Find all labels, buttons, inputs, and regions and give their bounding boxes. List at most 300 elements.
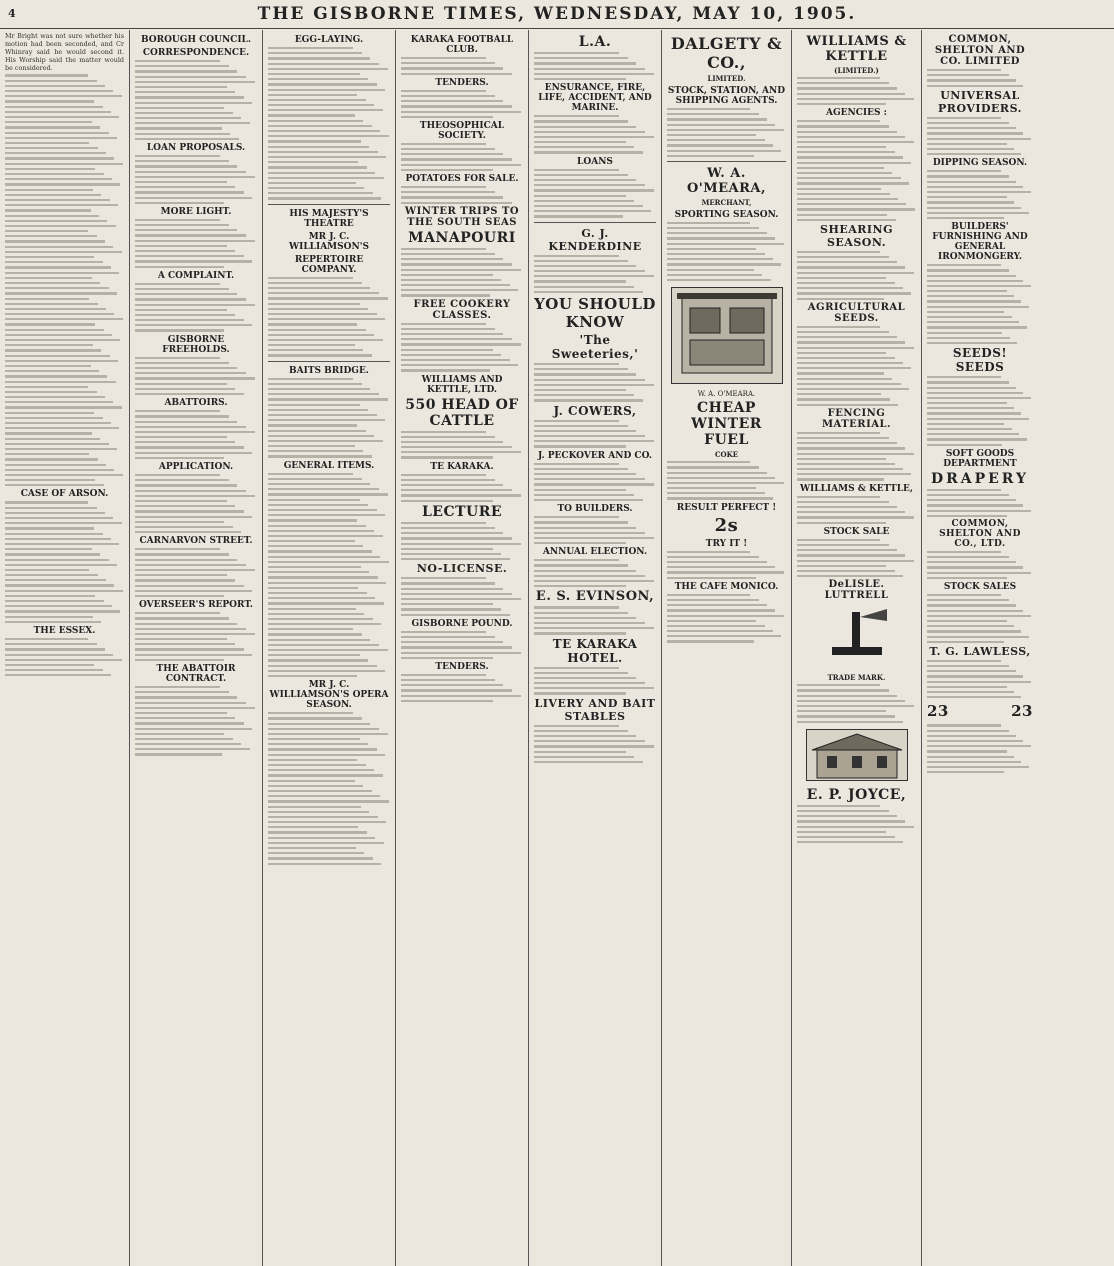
text-line bbox=[268, 670, 385, 672]
text-line bbox=[797, 151, 895, 153]
text-line bbox=[5, 106, 103, 108]
text-line bbox=[534, 725, 619, 727]
body-text-lines bbox=[135, 686, 257, 756]
text-line bbox=[797, 82, 889, 84]
text-line bbox=[667, 497, 773, 499]
text-line bbox=[534, 384, 654, 386]
text-line bbox=[927, 186, 1023, 188]
text-line bbox=[927, 392, 1023, 394]
text-line bbox=[797, 705, 914, 707]
col5-heading: ANNUAL ELECTION. bbox=[542, 547, 648, 558]
text-line bbox=[5, 235, 97, 237]
text-line bbox=[268, 618, 373, 620]
text-line bbox=[268, 130, 380, 132]
column-7 bbox=[792, 30, 922, 1266]
text-line bbox=[927, 153, 1021, 155]
body-text-lines bbox=[268, 378, 390, 458]
text-line bbox=[135, 579, 235, 581]
text-line bbox=[667, 134, 756, 136]
text-line bbox=[401, 652, 521, 654]
text-line bbox=[401, 333, 503, 335]
text-line bbox=[797, 146, 886, 148]
text-line bbox=[927, 494, 1009, 496]
text-line bbox=[401, 328, 495, 330]
text-line bbox=[135, 76, 246, 78]
body-text-lines bbox=[534, 516, 656, 544]
col2-heading: GISBORNE FREEHOLDS. bbox=[162, 334, 230, 355]
text-line bbox=[401, 582, 495, 584]
text-line bbox=[268, 313, 377, 315]
text-line bbox=[268, 47, 353, 49]
col2-heading: CARNARVON STREET. bbox=[139, 536, 253, 547]
text-line bbox=[5, 432, 92, 434]
text-line bbox=[135, 383, 227, 385]
text-line bbox=[401, 90, 486, 92]
text-line bbox=[797, 710, 886, 712]
col5-heading: G. J. KENDERDINE bbox=[548, 226, 642, 253]
body-text-lines bbox=[401, 431, 523, 459]
col8-heading: DIPPING SEASON. bbox=[932, 158, 1028, 169]
text-line bbox=[401, 608, 501, 610]
text-line bbox=[135, 426, 246, 428]
text-line bbox=[135, 309, 227, 311]
text-line bbox=[5, 543, 119, 545]
text-line bbox=[135, 219, 220, 221]
text-line bbox=[797, 511, 905, 513]
text-line bbox=[268, 519, 357, 521]
text-line bbox=[135, 250, 235, 252]
text-line bbox=[797, 810, 889, 812]
text-line bbox=[268, 488, 379, 490]
text-line bbox=[135, 654, 252, 656]
col5-heading: J. COWERS, bbox=[553, 403, 637, 418]
text-line bbox=[797, 447, 905, 449]
text-line bbox=[135, 500, 227, 502]
text-line bbox=[5, 391, 97, 393]
text-line bbox=[401, 196, 503, 198]
text-line bbox=[534, 473, 636, 475]
text-line bbox=[401, 689, 512, 691]
text-line bbox=[135, 696, 237, 698]
col2-heading: CORRESPONDENCE. bbox=[142, 48, 250, 58]
text-line bbox=[797, 352, 886, 354]
text-line bbox=[797, 347, 914, 349]
text-line bbox=[401, 479, 495, 481]
text-line bbox=[5, 590, 123, 592]
text-line bbox=[401, 57, 486, 59]
text-line bbox=[534, 687, 654, 689]
text-line bbox=[534, 275, 654, 277]
text-line bbox=[534, 394, 634, 396]
text-line bbox=[927, 412, 1021, 414]
text-line bbox=[797, 478, 884, 480]
text-line bbox=[135, 240, 255, 242]
text-line bbox=[401, 164, 521, 166]
text-line bbox=[927, 724, 1001, 726]
col6-heading: CHEAP WINTER FUEL bbox=[691, 400, 762, 449]
text-line bbox=[5, 464, 106, 466]
text-line bbox=[5, 643, 97, 645]
text-line bbox=[5, 396, 105, 398]
text-line bbox=[927, 630, 1021, 632]
text-line bbox=[667, 556, 759, 558]
text-line bbox=[797, 398, 890, 400]
text-line bbox=[534, 200, 634, 202]
text-line bbox=[5, 292, 117, 294]
text-line bbox=[5, 600, 104, 602]
text-line bbox=[797, 539, 880, 541]
text-line bbox=[927, 740, 1023, 742]
body-text-lines bbox=[268, 277, 390, 357]
col7-heading: SHEARING SEASON. bbox=[820, 222, 893, 249]
text-line bbox=[135, 127, 222, 129]
column-4 bbox=[396, 30, 529, 1266]
text-line bbox=[135, 138, 239, 140]
text-line bbox=[135, 415, 229, 417]
text-line bbox=[5, 616, 93, 618]
text-line bbox=[927, 381, 1009, 383]
text-line bbox=[5, 512, 105, 514]
text-line bbox=[534, 499, 643, 501]
text-line bbox=[401, 553, 501, 555]
text-line bbox=[268, 99, 366, 101]
text-line bbox=[401, 684, 503, 686]
text-line bbox=[268, 582, 386, 584]
text-line bbox=[927, 604, 1016, 606]
body-text-lines bbox=[534, 52, 656, 80]
text-line bbox=[534, 672, 628, 674]
text-line bbox=[268, 764, 366, 766]
text-line bbox=[268, 187, 364, 189]
col2-heading: MORE LIGHT. bbox=[160, 206, 232, 217]
text-line bbox=[268, 811, 369, 813]
text-line bbox=[268, 349, 363, 351]
text-line bbox=[401, 294, 490, 296]
text-line bbox=[135, 738, 233, 740]
text-line bbox=[797, 458, 886, 460]
text-line bbox=[401, 451, 521, 453]
text-line bbox=[135, 86, 227, 88]
text-line bbox=[135, 505, 235, 507]
text-line bbox=[5, 548, 92, 550]
col6-heading: THE CAFE MONICO. bbox=[674, 581, 779, 592]
text-line bbox=[135, 559, 237, 561]
text-line bbox=[268, 419, 385, 421]
text-line bbox=[797, 721, 903, 723]
text-line bbox=[135, 245, 227, 247]
text-line bbox=[135, 176, 255, 178]
text-line bbox=[927, 665, 1009, 667]
text-line bbox=[135, 521, 224, 523]
text-line bbox=[927, 625, 1014, 627]
text-line bbox=[135, 457, 224, 459]
text-line bbox=[135, 686, 220, 688]
text-line bbox=[5, 574, 98, 576]
body-text-lines bbox=[797, 684, 916, 723]
text-line bbox=[401, 500, 493, 502]
body-text-lines bbox=[797, 805, 916, 844]
text-line bbox=[135, 319, 244, 321]
text-line bbox=[534, 141, 626, 143]
text-line bbox=[797, 261, 897, 263]
text-line bbox=[534, 559, 619, 561]
text-line bbox=[135, 107, 224, 109]
col6-heading: W. A. O'MEARA, bbox=[686, 165, 767, 196]
text-line bbox=[268, 166, 367, 168]
text-line bbox=[797, 336, 897, 338]
page-number: 4 bbox=[8, 7, 16, 20]
text-line bbox=[797, 287, 903, 289]
col8-heading: DRAPERY bbox=[930, 470, 1030, 487]
text-line bbox=[135, 623, 237, 625]
body-text-lines bbox=[5, 638, 124, 677]
body-text-lines bbox=[534, 115, 656, 154]
text-line bbox=[401, 484, 503, 486]
text-line bbox=[135, 728, 252, 730]
text-line bbox=[268, 383, 362, 385]
col8-heading: UNIVERSAL PROVIDERS. bbox=[938, 88, 1022, 115]
text-line bbox=[927, 132, 1023, 134]
text-line bbox=[797, 831, 886, 833]
text-line bbox=[797, 193, 890, 195]
text-line bbox=[927, 196, 1007, 198]
text-line bbox=[5, 121, 92, 123]
trade-mark-device bbox=[817, 607, 897, 667]
text-line bbox=[401, 349, 493, 351]
text-line bbox=[797, 357, 895, 359]
text-line bbox=[927, 321, 1019, 323]
text-line bbox=[534, 120, 628, 122]
text-line bbox=[135, 266, 224, 268]
text-line bbox=[135, 377, 255, 379]
text-line bbox=[927, 551, 1001, 553]
text-line bbox=[797, 463, 895, 465]
text-line bbox=[797, 341, 905, 343]
col7-heading: AGENCIES : bbox=[826, 108, 887, 119]
text-line bbox=[927, 337, 1010, 339]
text-line bbox=[797, 442, 897, 444]
body-text-lines bbox=[667, 222, 786, 281]
text-line bbox=[401, 679, 495, 681]
text-line bbox=[5, 517, 113, 519]
text-line bbox=[534, 195, 626, 197]
text-line bbox=[401, 105, 512, 107]
text-line bbox=[268, 509, 377, 511]
text-line bbox=[401, 269, 521, 271]
text-line bbox=[534, 617, 636, 619]
text-line bbox=[401, 543, 521, 545]
body-text-lines bbox=[927, 489, 1033, 517]
col2-heading: BOROUGH COUNCIL. bbox=[140, 35, 252, 45]
col2-heading: ABATTOIRS. bbox=[164, 398, 228, 409]
text-line bbox=[5, 674, 111, 676]
text-line bbox=[927, 69, 1001, 71]
body-text-lines bbox=[667, 108, 786, 157]
col4-heading: POTATOES FOR SALE. bbox=[405, 174, 519, 184]
body-text-lines bbox=[797, 251, 916, 300]
text-line bbox=[927, 730, 1009, 732]
text-line bbox=[927, 175, 1009, 177]
col4-heading: NO-LICENSE. bbox=[416, 562, 508, 576]
text-line bbox=[927, 269, 1009, 271]
col1-heading: CASE OF ARSON. bbox=[20, 489, 109, 500]
text-line bbox=[534, 516, 619, 518]
body-text-lines bbox=[135, 283, 257, 332]
text-line bbox=[5, 484, 104, 486]
text-line bbox=[5, 638, 88, 640]
text-line bbox=[401, 588, 503, 590]
text-line bbox=[401, 263, 512, 265]
text-line bbox=[5, 344, 93, 346]
text-line bbox=[268, 89, 385, 91]
text-line bbox=[268, 125, 372, 127]
text-line bbox=[667, 139, 765, 141]
body-text-lines bbox=[135, 155, 257, 204]
col5-heading: E. S. EVINSON, bbox=[535, 589, 655, 605]
text-line bbox=[5, 559, 109, 561]
text-line bbox=[927, 264, 1001, 266]
text-line bbox=[135, 96, 244, 98]
text-line bbox=[401, 532, 503, 534]
text-line bbox=[135, 117, 241, 119]
col2-heading: A COMPLAINT. bbox=[157, 270, 235, 281]
text-line bbox=[797, 473, 911, 475]
text-line bbox=[268, 493, 388, 495]
text-line bbox=[927, 306, 1029, 308]
text-line bbox=[797, 188, 881, 190]
col2-heading: THE ABATTOIR CONTRACT. bbox=[156, 664, 236, 684]
text-line bbox=[927, 138, 1031, 140]
text-line bbox=[5, 412, 94, 414]
text-line bbox=[797, 560, 914, 562]
text-line bbox=[268, 430, 366, 432]
text-line bbox=[534, 215, 623, 217]
text-line bbox=[534, 73, 654, 75]
text-line bbox=[268, 525, 366, 527]
text-line bbox=[268, 94, 357, 96]
text-line bbox=[135, 638, 227, 640]
text-line bbox=[268, 639, 370, 641]
text-line bbox=[797, 820, 905, 822]
text-line bbox=[401, 522, 486, 524]
text-line bbox=[797, 219, 896, 221]
text-line bbox=[667, 630, 773, 632]
text-line bbox=[667, 625, 765, 627]
text-line bbox=[534, 363, 619, 365]
col5-heading: ENSURANCE, FIRE, LIFE, ACCIDENT, AND MARINE. bbox=[538, 83, 652, 114]
text-line bbox=[135, 564, 246, 566]
text-line bbox=[401, 191, 495, 193]
text-line bbox=[797, 251, 880, 253]
text-line bbox=[927, 561, 1016, 563]
text-line bbox=[797, 468, 903, 470]
text-line bbox=[927, 750, 1007, 752]
text-line bbox=[667, 237, 775, 239]
col6-heading: STOCK, STATION, AND SHIPPING AGENTS. bbox=[667, 86, 786, 106]
text-line bbox=[534, 585, 626, 587]
body-text-lines bbox=[135, 60, 257, 140]
text-line bbox=[927, 771, 1004, 773]
text-line bbox=[927, 212, 1029, 214]
col2-heading: OVERSEER'S REPORT. bbox=[138, 600, 254, 611]
text-line bbox=[667, 155, 754, 157]
text-line bbox=[401, 657, 493, 659]
text-line bbox=[667, 269, 754, 271]
text-line bbox=[534, 379, 645, 381]
text-line bbox=[268, 450, 363, 452]
text-line bbox=[927, 515, 1007, 517]
text-line bbox=[534, 445, 626, 447]
text-line bbox=[5, 318, 123, 320]
text-line bbox=[268, 404, 360, 406]
text-line bbox=[268, 790, 372, 792]
text-line bbox=[135, 91, 235, 93]
text-line bbox=[135, 452, 252, 454]
text-line bbox=[135, 122, 250, 124]
text-line bbox=[268, 717, 362, 719]
text-line bbox=[927, 636, 1029, 638]
text-line bbox=[401, 202, 512, 204]
text-line bbox=[268, 806, 361, 808]
col6-heading: RESULT PERFECT ! bbox=[676, 502, 777, 513]
body-text-lines bbox=[667, 594, 786, 643]
text-line bbox=[534, 184, 645, 186]
text-line bbox=[927, 641, 1004, 643]
col5-heading: L.A. bbox=[578, 34, 612, 50]
text-line bbox=[268, 308, 368, 310]
text-line bbox=[667, 243, 784, 245]
text-line bbox=[927, 397, 1031, 399]
text-line bbox=[797, 120, 880, 122]
text-line bbox=[534, 169, 619, 171]
text-line bbox=[135, 388, 235, 390]
text-line bbox=[5, 111, 111, 113]
text-line bbox=[667, 604, 767, 606]
text-line bbox=[268, 530, 374, 532]
text-line bbox=[534, 265, 636, 267]
building-illustration bbox=[806, 729, 908, 781]
text-line bbox=[927, 407, 1014, 409]
text-line bbox=[667, 615, 784, 617]
text-line bbox=[534, 489, 626, 491]
body-text-lines bbox=[135, 219, 257, 268]
text-line bbox=[927, 756, 1014, 758]
col5-heading: 'The Sweeteries,' bbox=[551, 333, 639, 361]
text-line bbox=[927, 170, 1001, 172]
text-line bbox=[135, 585, 244, 587]
col3-heading: BAITS BRIDGE. bbox=[289, 365, 369, 376]
text-line bbox=[5, 142, 89, 144]
text-line bbox=[135, 70, 237, 72]
text-line bbox=[797, 131, 897, 133]
text-line bbox=[268, 388, 370, 390]
text-line bbox=[534, 52, 619, 54]
col6-heading: LIMITED. bbox=[707, 74, 746, 83]
text-line bbox=[268, 514, 385, 516]
col7-heading: WILLIAMS & KETTLE, bbox=[799, 483, 914, 494]
text-line bbox=[268, 608, 356, 610]
text-line bbox=[401, 614, 510, 616]
text-line bbox=[534, 537, 654, 539]
text-line bbox=[5, 194, 101, 196]
text-line bbox=[135, 633, 255, 635]
text-line bbox=[797, 125, 889, 127]
column-5 bbox=[529, 30, 662, 1266]
text-line bbox=[401, 359, 510, 361]
body-text-lines bbox=[534, 725, 656, 764]
text-line bbox=[268, 114, 355, 116]
text-line bbox=[5, 349, 101, 351]
